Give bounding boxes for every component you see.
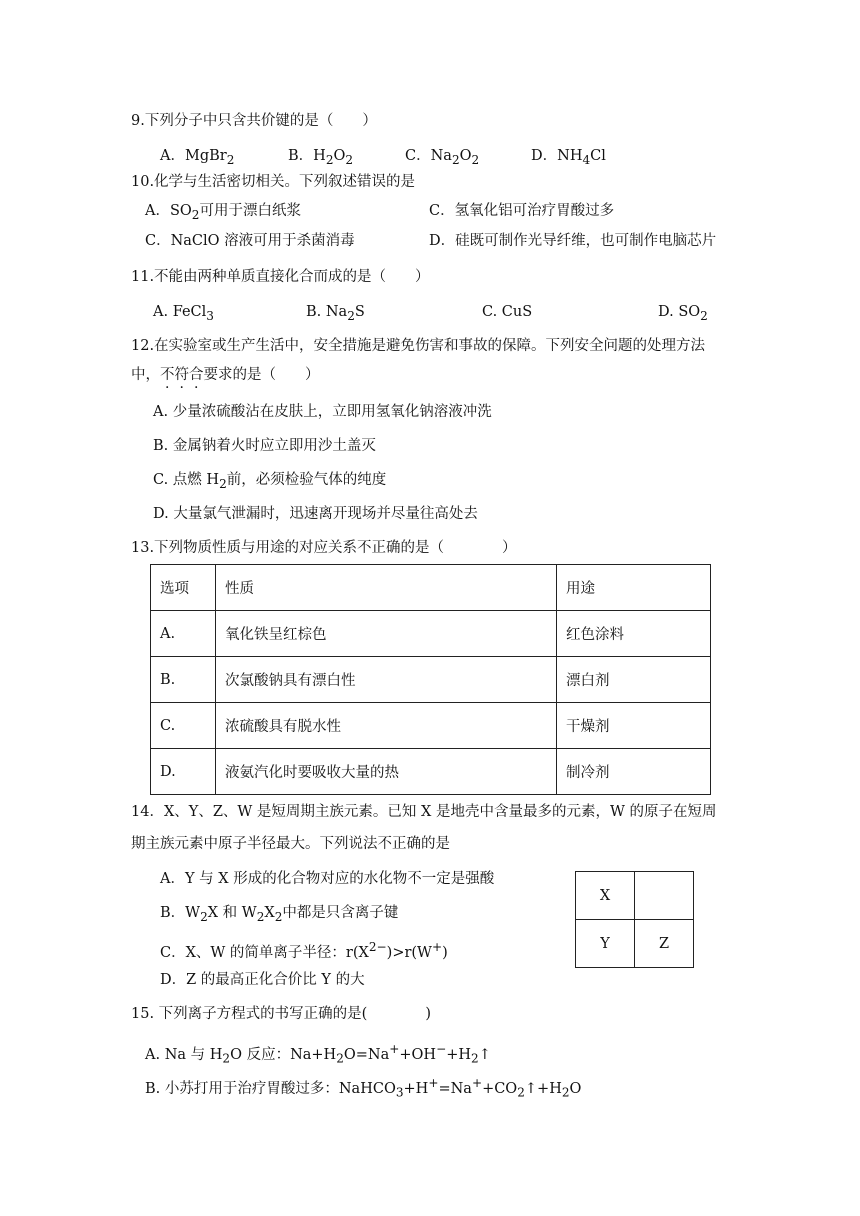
table-cell: 氧化铁呈红棕色 [216, 611, 557, 657]
q12-stem-line1: 12.在实验室或生产生活中，安全措施是避免伤害和事故的保障。下列安全问题的处理方法 [131, 338, 706, 354]
table-cell: 次氯酸钠具有漂白性 [216, 657, 557, 703]
table-cell: A. [151, 611, 216, 657]
table-cell: D. [151, 749, 216, 795]
table-header-cell: 性质 [216, 565, 557, 611]
q9-option-c: C．$Na_2O_2$ [405, 148, 480, 167]
q9-option-b: B．$H_2O_2$ [288, 148, 354, 167]
table-header-row [151, 565, 711, 611]
q10-option-a: A．$SO_2$可用于漂白纸浆 [145, 203, 301, 222]
q12-option-d: D. 大量氯气泄漏时，迅速离开现场并尽量往高处去 [153, 506, 478, 522]
q12-option-b: B. 金属钠着火时应立即用沙土盖灭 [153, 438, 376, 454]
q9-option-d: D．$NH_4Cl$ [531, 148, 606, 167]
table-header-cell: 用途 [557, 565, 711, 611]
q14-option-d: D．Z 的最高正化合价比 Y 的大 [160, 972, 365, 988]
q11-option-a: A. FeCl$_3$ [153, 304, 214, 323]
periodic-grid [575, 871, 694, 968]
q10-stem: 10.化学与生活密切相关。下列叙述错误的是 [131, 174, 416, 190]
table-row [151, 749, 711, 795]
table-row [151, 657, 711, 703]
q11-option-c: C. CuS [482, 304, 533, 320]
grid-cell-z: Z [635, 920, 694, 968]
q13-table [150, 564, 711, 795]
grid-cell-y: Y [576, 920, 635, 968]
table-cell: 制冷剂 [557, 749, 711, 795]
q14-option-b: B．$W_2X$ 和 $W_2X_2$中都是只含离子键 [160, 905, 399, 924]
grid-cell-empty [635, 872, 694, 920]
q11-option-d: D. $SO_2$ [658, 304, 708, 323]
q10-option-c1: C．氢氧化铝可治疗胃酸过多 [429, 203, 615, 219]
table-cell: C. [151, 703, 216, 749]
q9-option-a: A．MgBr$_2$ [160, 148, 235, 167]
q14-option-c: C．X、W 的简单离子半径：$r(X^{2-})>r(W^+)$ [160, 940, 448, 961]
q10-option-c2: C．NaClO 溶液可用于杀菌消毒 [145, 233, 355, 249]
q15-option-a: A. Na 与 $H_2O$ 反应：$Na+H_2O=Na^++OH^-+H_2↑$ [145, 1042, 491, 1066]
table-cell: 液氨汽化时要吸收大量的热 [216, 749, 557, 795]
table-cell: 红色涂料 [557, 611, 711, 657]
q12-option-c: C. 点燃 $H_2$前，必须检验气体的纯度 [153, 472, 387, 491]
q11-option-b: B. $Na_2S$ [306, 304, 365, 323]
table-cell: 浓硫酸具有脱水性 [216, 703, 557, 749]
q9-stem: 9.下列分子中只含共价键的是（ ） [131, 113, 377, 129]
q11-stem: 11.不能由两种单质直接化合而成的是（ ） [131, 269, 430, 285]
table-cell: 干燥剂 [557, 703, 711, 749]
q14-option-a: A．Y 与 X 形成的化合物对应的水化物不一定是强酸 [160, 871, 495, 887]
table-row [151, 703, 711, 749]
table-cell: 漂白剂 [557, 657, 711, 703]
table-cell: B. [151, 657, 216, 703]
q15-stem: 15. 下列离子方程式的书写正确的是( ) [131, 1006, 431, 1022]
q12-stem-line2: 中，不符合要求的是（ ） [131, 367, 320, 383]
q15-option-b: B. 小苏打用于治疗胃酸过多：$NaHCO_3+H^+=Na^++CO_2↑+H_2O$ [145, 1076, 582, 1100]
q14-stem-line2: 期主族元素中原子半径最大。下列说法不正确的是 [131, 836, 450, 852]
q10-option-d: D．硅既可制作光导纤维，也可制作电脑芯片 [429, 233, 717, 249]
grid-cell-x: X [576, 872, 635, 920]
q14-stem-line1: 14．X、Y、Z、W 是短周期主族元素。已知 X 是地壳中含量最多的元素，W 的原子在短周 [131, 804, 717, 820]
table-header-cell: 选项 [151, 565, 216, 611]
q12-option-a: A. 少量浓硫酸沾在皮肤上，立即用氢氧化钠溶液冲洗 [153, 404, 492, 420]
table-row [151, 611, 711, 657]
q13-stem: 13.下列物质性质与用途的对应关系不正确的是（ ） [131, 540, 517, 556]
